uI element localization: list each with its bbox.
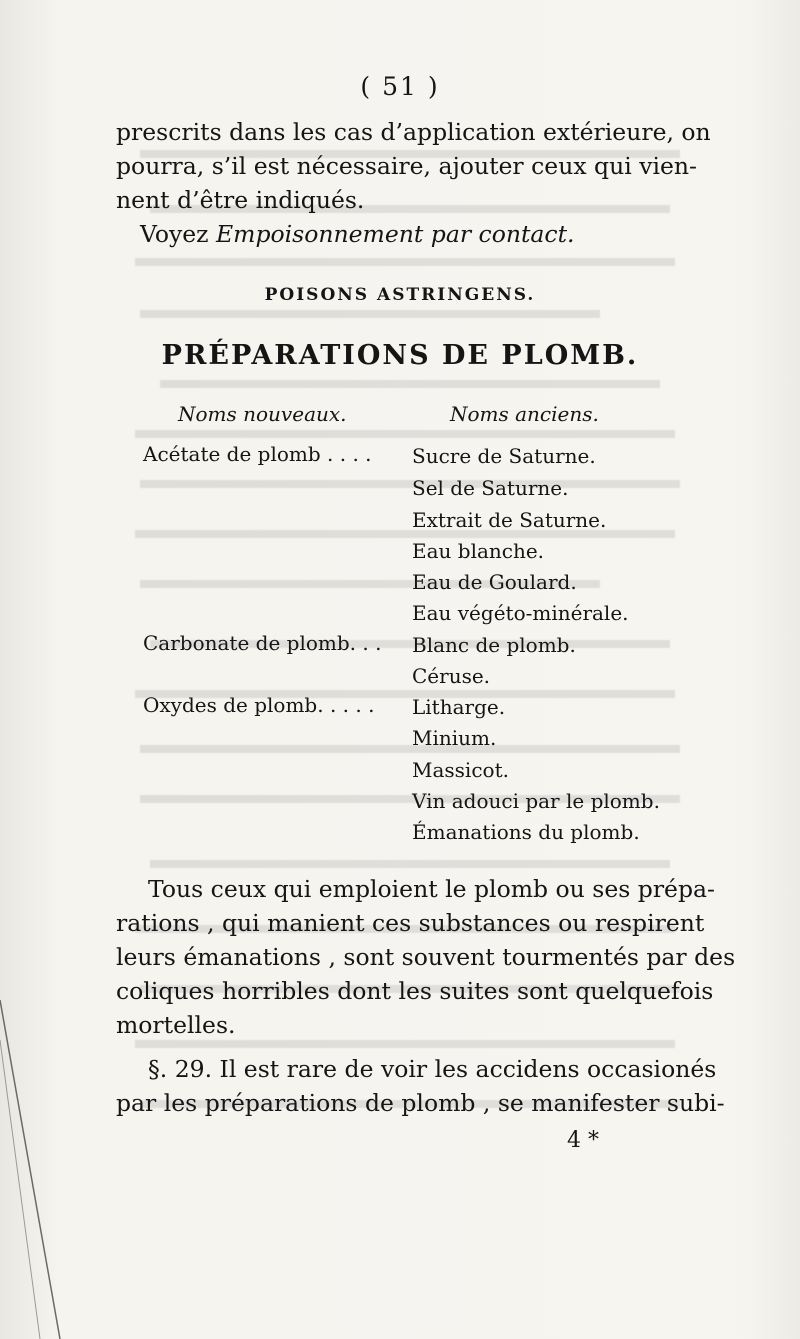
old-name-cell: Sucre de Saturne. <box>412 444 596 468</box>
subsection-title: PRÉPARATIONS DE PLOMB. <box>161 340 639 371</box>
body-paragraph <box>116 1052 725 1120</box>
cross-reference-line <box>116 217 686 251</box>
new-name-cell: Oxydes de plomb. . . . . <box>143 693 375 717</box>
old-name-cell: Eau blanche. <box>412 539 545 563</box>
new-name-cell: Carbonate de plomb. . . <box>143 631 382 655</box>
cross-reference-prefix: Voyez <box>140 220 216 248</box>
old-name-cell: Céruse. <box>412 664 491 688</box>
old-name-cell: Eau végéto-minérale. <box>412 601 629 625</box>
page-edge-shadow <box>0 1000 80 1339</box>
column-header-new-names: Noms nouveaux. <box>178 402 347 426</box>
section-title: POISONS ASTRINGENS. <box>264 285 536 305</box>
old-name-cell: Massicot. <box>412 758 509 782</box>
text-line: §. 29. Il est rare de voir les accidens occasionés <box>148 1055 717 1083</box>
old-name-cell: Sel de Saturne. <box>412 476 569 500</box>
intro-paragraph <box>116 115 711 251</box>
text-line: rations , qui manient ces substances ou respirent <box>116 909 705 937</box>
signature-mark: 4 * <box>567 1128 599 1153</box>
page-number: ( 51 ) <box>360 72 440 101</box>
text-line: leurs émanations , sont souvent tourmentés par des <box>116 943 736 971</box>
text-line: prescrits dans les cas d’application extérieure, on <box>116 118 711 146</box>
body-paragraph <box>116 872 736 1042</box>
new-name-cell: Acétate de plomb . . . . <box>143 442 372 466</box>
column-header-old-names: Noms anciens. <box>450 402 599 426</box>
text-line: coliques horribles dont les suites sont quelquefois <box>116 977 714 1005</box>
old-name-cell: Émanations du plomb. <box>412 820 640 844</box>
old-name-cell: Blanc de plomb. <box>412 633 576 657</box>
text-line: mortelles. <box>116 1011 236 1039</box>
text-line: pourra, s’il est nécessaire, ajouter ceux qui vien- <box>116 152 697 180</box>
text-line: Tous ceux qui emploient le plomb ou ses prépa- <box>148 875 715 903</box>
cross-reference-title: Empoisonnement par contact. <box>216 220 575 248</box>
old-name-cell: Extrait de Saturne. <box>412 508 607 532</box>
text-line: nent d’être indiqués. <box>116 186 365 214</box>
text-line: par les préparations de plomb , se manifester subi- <box>116 1089 725 1117</box>
old-name-cell: Vin adouci par le plomb. <box>412 789 660 813</box>
old-name-cell: Litharge. <box>412 695 506 719</box>
old-name-cell: Eau de Goulard. <box>412 570 577 594</box>
old-name-cell: Minium. <box>412 726 497 750</box>
